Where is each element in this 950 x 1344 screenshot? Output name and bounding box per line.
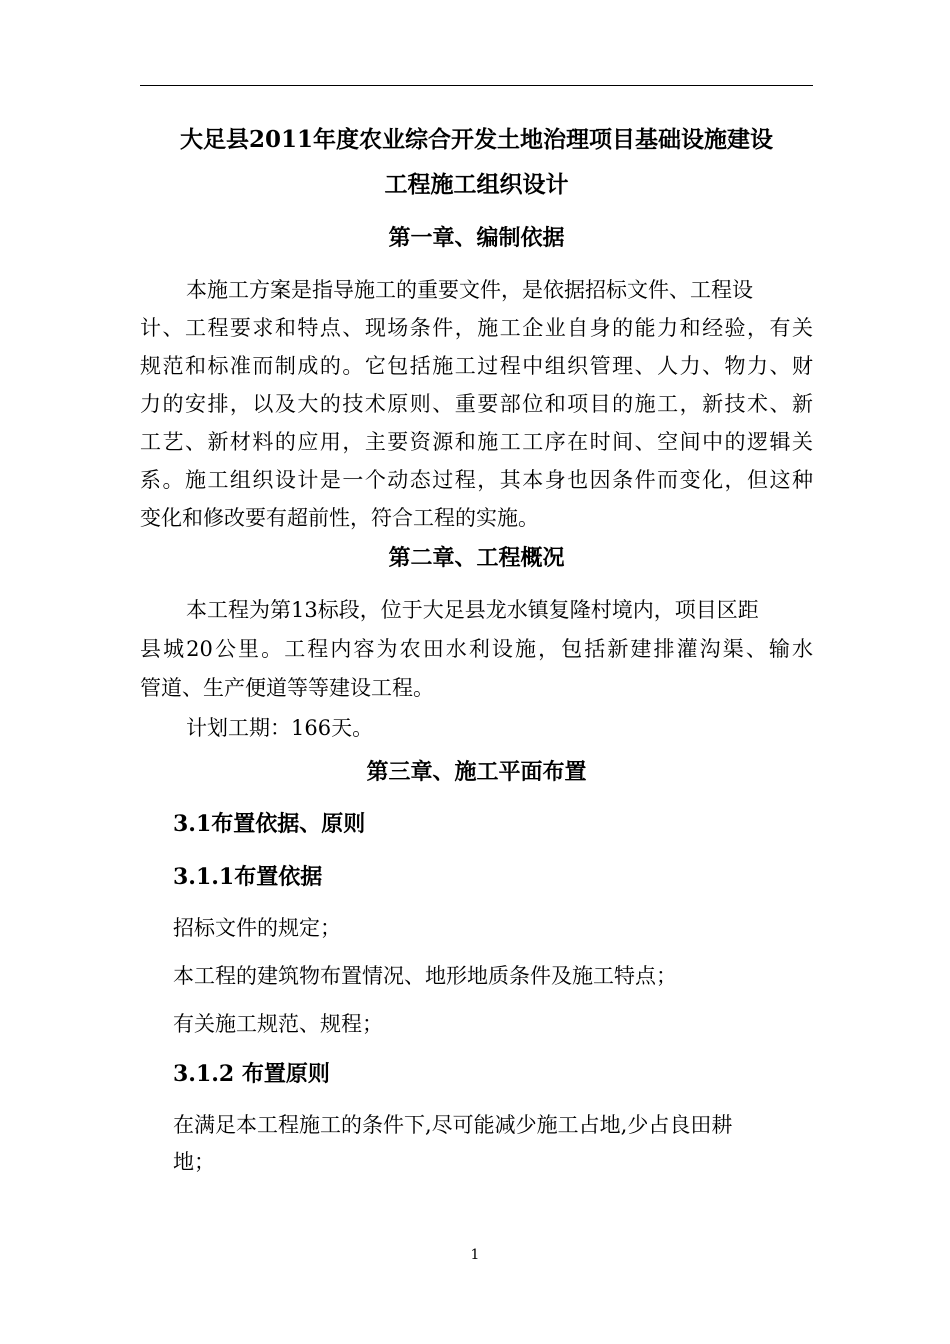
section-3-1-heading: 3.1布置依据、原则: [173, 811, 366, 837]
chapter-2-heading: 第二章、工程概况: [388, 545, 565, 571]
chapter-1-heading: 第一章、编制依据: [388, 225, 565, 251]
chapter-1-paragraph-line: 变化和修改要有超前性，符合工程的实施。: [140, 506, 539, 530]
chapter-1-paragraph-line: 计、工程要求和特点、现场条件，施工企业自身的能力和经验，有关: [140, 316, 813, 340]
chapter-2-paragraph-line: 本工程为第13标段，位于大足县龙水镇复隆村境内，项目区距: [186, 598, 759, 622]
document-title-line-1: 大足县2011年度农业综合开发土地治理项目基础设施建设: [179, 126, 773, 153]
document-title-line-2: 工程施工组织设计: [384, 171, 569, 198]
chapter-1-paragraph-line: 本施工方案是指导施工的重要文件，是依据招标文件、工程设: [186, 278, 753, 302]
page-number: 1: [470, 1247, 480, 1263]
principle-line: 地；: [173, 1150, 215, 1174]
basis-item: 招标文件的规定；: [173, 916, 341, 940]
section-3-1-2-heading: 3.1.2 布置原则: [173, 1061, 330, 1087]
chapter-1-paragraph-line: 规范和标准而制成的。它包括施工过程中组织管理、人力、物力、财: [140, 354, 813, 378]
chapter-2-paragraph-line: 县城20公里。工程内容为农田水利设施，包括新建排灌沟渠、输水: [140, 637, 813, 661]
chapter-2-paragraph-line: 管道、生产便道等等建设工程。: [140, 676, 434, 700]
chapter-3-heading: 第三章、施工平面布置: [366, 759, 587, 785]
basis-item: 有关施工规范、规程；: [173, 1012, 383, 1036]
chapter-1-paragraph-line: 力的安排，以及大的技术原则、重要部位和项目的施工，新技术、新: [140, 392, 813, 416]
header-rule: [140, 85, 813, 86]
chapter-1-paragraph-line: 系。施工组织设计是一个动态过程，其本身也因条件而变化，但这种: [140, 468, 813, 492]
principle-line: 在满足本工程施工的条件下,尽可能减少施工占地,少占良田耕: [173, 1113, 733, 1137]
planned-duration: 计划工期：166天。: [186, 716, 374, 740]
chapter-1-paragraph-line: 工艺、新材料的应用，主要资源和施工工序在时间、空间中的逻辑关: [140, 430, 813, 454]
basis-item: 本工程的建筑物布置情况、地形地质条件及施工特点；: [173, 964, 677, 988]
section-3-1-1-heading: 3.1.1布置依据: [173, 864, 323, 890]
